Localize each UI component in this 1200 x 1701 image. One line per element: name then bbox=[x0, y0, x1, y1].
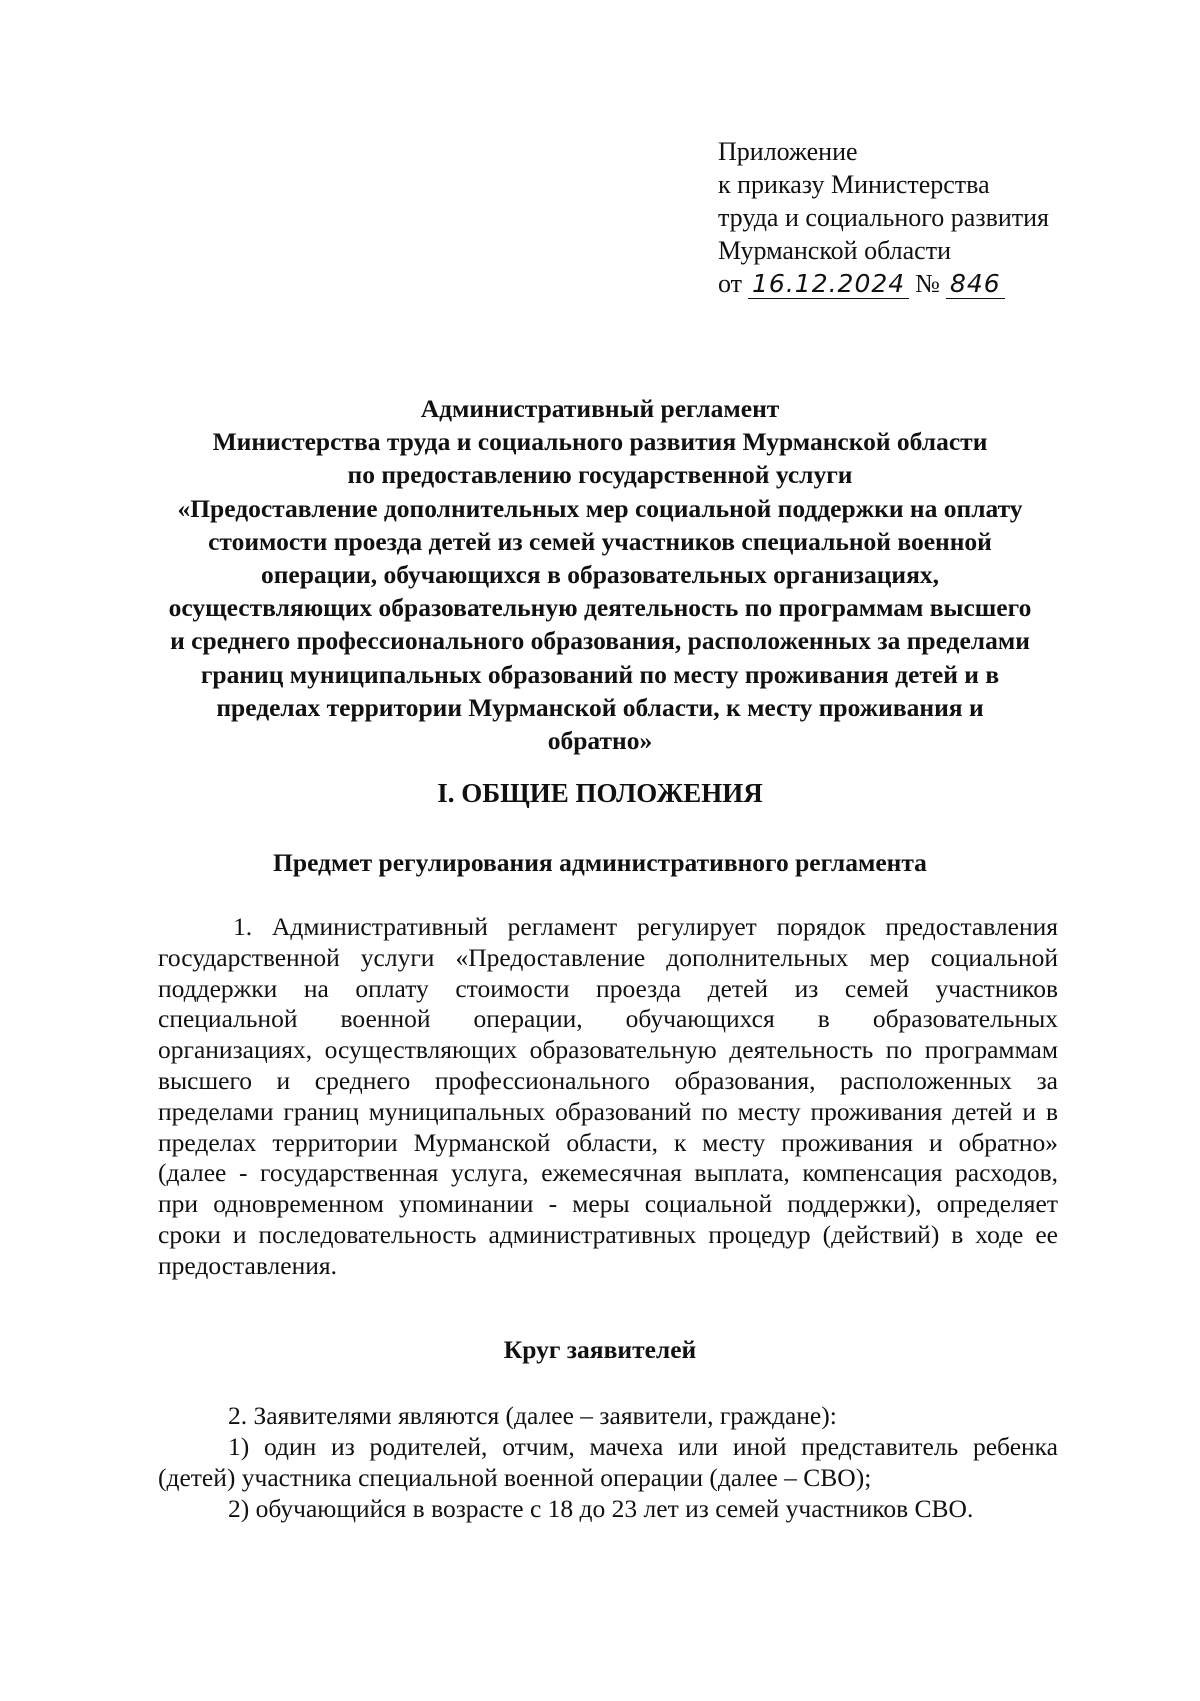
paragraph-line: поддержки на оплату стоимости проезда детей из семей участников bbox=[158, 973, 1058, 1003]
title-line: Министерства труда и социального развития Мурманской области bbox=[212, 427, 988, 457]
paragraph-line: пределами границ муниципальных образований по месту проживания детей и в bbox=[158, 1096, 1058, 1126]
appendix-line: Мурманской области bbox=[718, 236, 951, 265]
paragraph-1 bbox=[158, 912, 1058, 1282]
appendix-line: Приложение bbox=[718, 137, 858, 166]
list-item: 1) один из родителей, отчим, мачеха или иной представитель ребенка bbox=[228, 1432, 1058, 1461]
title-line: «Предоставление дополнительных мер социальной поддержки на оплату bbox=[177, 493, 1023, 523]
title-line: Административный регламент bbox=[420, 394, 780, 423]
applicants-list bbox=[158, 1400, 1058, 1524]
paragraph-line: организациях, осуществляющих образовательную деятельность по программам bbox=[158, 1035, 1058, 1065]
paragraph-line: специальной военной операции, обучающихся в образовательных bbox=[158, 1004, 1058, 1034]
list-item: 2) обучающийся в возрасте с 18 до 23 лет из семей участников СВО. bbox=[228, 1494, 974, 1523]
paragraph-line: высшего и среднего профессионального образования, расположенных за bbox=[158, 1065, 1058, 1095]
document-title bbox=[150, 392, 1050, 757]
title-line: операции, обучающихся в образовательных организациях, bbox=[260, 560, 940, 590]
paragraph-line: государственной услуги «Предоставление дополнительных мер социальной bbox=[158, 942, 1058, 972]
handwritten-number: 846 bbox=[946, 270, 1005, 299]
paragraph-line: 1. Административный регламент регулирует порядок предоставления bbox=[233, 912, 1058, 941]
paragraph-line: пределах территории Мурманской области, к месту проживания и обратно» bbox=[158, 1127, 1058, 1157]
list-item: (детей) участника специальной военной операции (далее – СВО); bbox=[158, 1463, 872, 1492]
title-line: осуществляющих образовательную деятельность по программам высшего bbox=[168, 593, 1032, 623]
appendix-line: труда и социального развития bbox=[718, 203, 1050, 232]
applicants-heading: Круг заявителей bbox=[503, 1335, 697, 1364]
appendix-date-line bbox=[718, 267, 1118, 300]
handwritten-date: 16.12.2024 bbox=[748, 270, 909, 299]
paragraph-line: сроки и последовательность административных процедур (действий) в ходе ее bbox=[158, 1219, 1058, 1249]
paragraph-line: (далее - государственная услуга, ежемесячная выплата, компенсация расходов, bbox=[158, 1158, 1058, 1188]
paragraph-line: при одновременном упоминании - меры социальной поддержки), определяет bbox=[158, 1189, 1058, 1219]
section-subheading: Предмет регулирования административного регламента bbox=[273, 848, 927, 877]
section-heading: I. ОБЩИЕ ПОЛОЖЕНИЯ bbox=[437, 778, 763, 808]
title-line: пределах территории Мурманской области, к месту проживания и bbox=[216, 692, 984, 722]
title-line: и среднего профессионального образования, расположенных за пределами bbox=[170, 626, 1030, 656]
title-line: обратно» bbox=[547, 726, 653, 756]
number-prefix: № bbox=[915, 269, 940, 298]
date-prefix: от bbox=[718, 269, 743, 298]
list-item: 2. Заявителями являются (далее – заявители, граждане): bbox=[228, 1401, 837, 1430]
title-line: границ муниципальных образований по месту проживания детей и в bbox=[200, 659, 1000, 689]
title-line: по предоставлению государственной услуги bbox=[347, 460, 853, 490]
paragraph-line: предоставления. bbox=[158, 1250, 337, 1280]
appendix-block bbox=[718, 135, 1118, 300]
title-line: стоимости проезда детей из семей участников специальной военной bbox=[208, 526, 992, 556]
appendix-line: к приказу Министерства bbox=[718, 170, 990, 199]
